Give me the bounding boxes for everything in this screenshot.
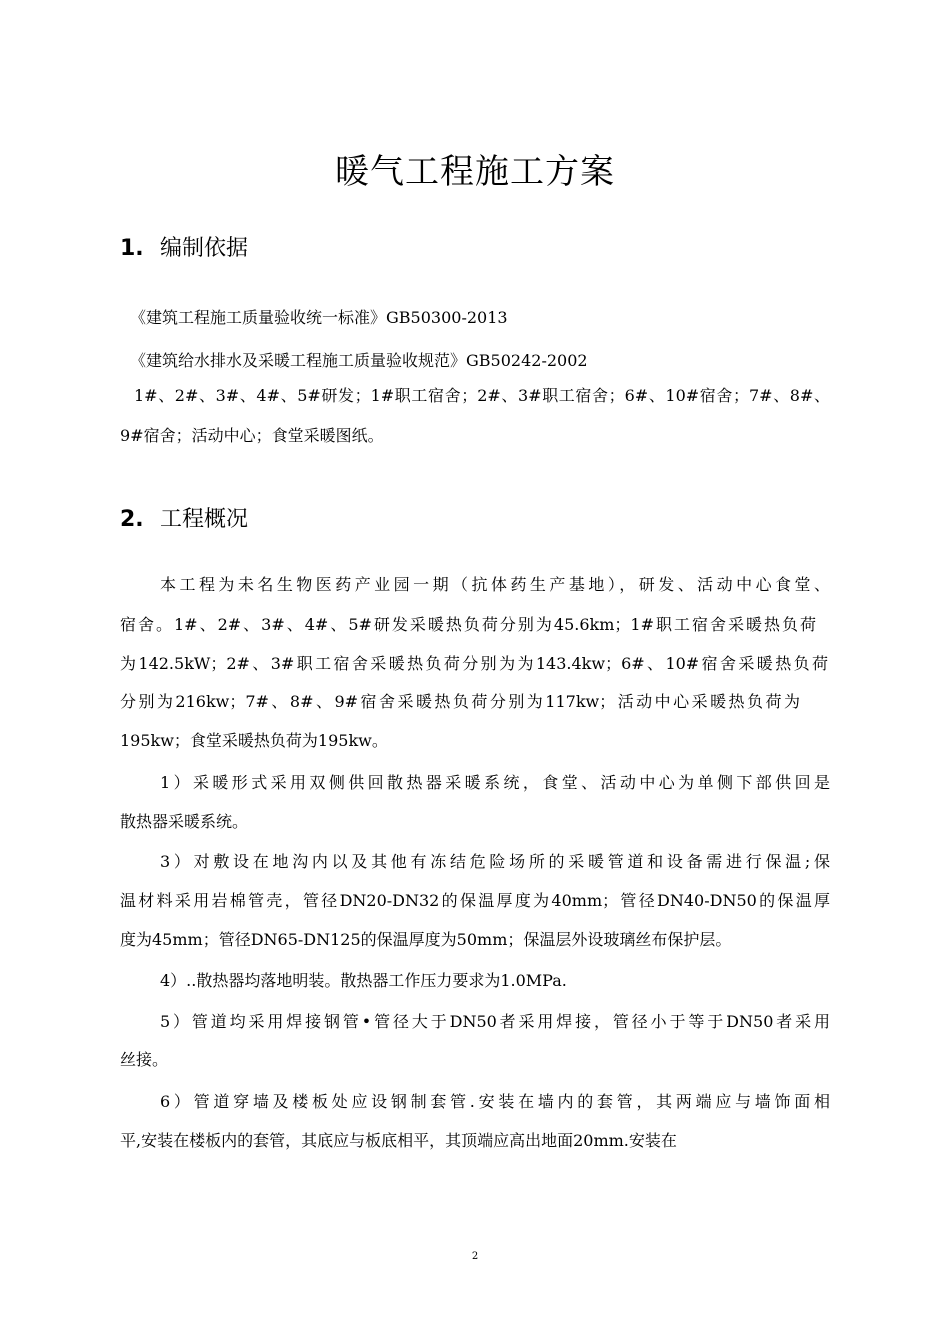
- section-1-heading: [120, 234, 248, 264]
- section-2-number: 2.: [120, 507, 144, 532]
- body-line: 温材料采用岩棉管壳，管径DN20-DN32的保温厚度为40mm；管径DN40-DN50的保温厚: [120, 891, 830, 910]
- body-line: 《建筑工程施工质量验收统一标准》GB50300-2013: [130, 308, 508, 327]
- body-line: 本工程为未名生物医药产业园一期（抗体药生产基地），研发、活动中心食堂、: [160, 575, 830, 594]
- body-line: 宿舍。1#、2#、3#、4#、5#研发采暖热负荷分别为45.6km；1#职工宿舍采暖热负荷: [120, 615, 816, 634]
- section-2-title: 工程概况: [160, 507, 249, 532]
- page-number: 2: [471, 1251, 479, 1262]
- body-line: 5）管道均采用焊接钢管•管径大于DN50者采用焊接，管径小于等于DN50者采用: [160, 1012, 830, 1031]
- section-2-heading: [120, 505, 248, 535]
- body-line: 1#、2#、3#、4#、5#研发；1#职工宿舍；2#、3#职工宿舍；6#、10#宿舍；7#、8#、: [134, 386, 830, 405]
- body-line: 9#宿舍；活动中心；食堂采暖图纸。: [120, 426, 384, 445]
- body-line: 度为45mm；管径DN65-DN125的保温厚度为50mm；保温层外设玻璃丝布保护层。: [120, 930, 732, 949]
- body-line: 丝接。: [120, 1050, 169, 1069]
- body-line: 6）管道穿墙及楼板处应设钢制套管.安装在墙内的套管，其两端应与墙饰面相: [160, 1092, 830, 1111]
- body-line: 4）..散热器均落地明装。散热器工作压力要求为1.0MPa.: [160, 971, 567, 990]
- document-title: 暖气工程施工方案: [335, 152, 615, 192]
- body-line: 1）采暖形式采用双侧供回散热器采暖系统，食堂、活动中心为单侧下部供回是: [160, 773, 830, 792]
- body-line: 3）对敷设在地沟内以及其他有冻结危险场所的采暖管道和设备需进行保温;保: [160, 852, 830, 871]
- section-1-number: 1.: [120, 236, 144, 261]
- section-1-title: 编制依据: [160, 236, 249, 261]
- body-line: 《建筑给水排水及采暖工程施工质量验收规范》GB50242-2002: [130, 351, 588, 370]
- body-line: 散热器采暖系统。: [120, 812, 249, 831]
- body-line: 为142.5kW；2#、3#职工宿舍采暖热负荷分别为为143.4kw；6#、10#宿舍采暖热负荷: [120, 654, 828, 673]
- body-line: 195kw；食堂采暖热负荷为195kw。: [120, 731, 388, 750]
- body-line: 平,安装在楼板内的套管，其底应与板底相平，其顶端应高出地面20mm.安装在: [120, 1131, 677, 1150]
- body-line: 分别为216kw；7#、8#、9#宿舍采暖热负荷分别为117kw；活动中心采暖热负荷为: [120, 692, 800, 711]
